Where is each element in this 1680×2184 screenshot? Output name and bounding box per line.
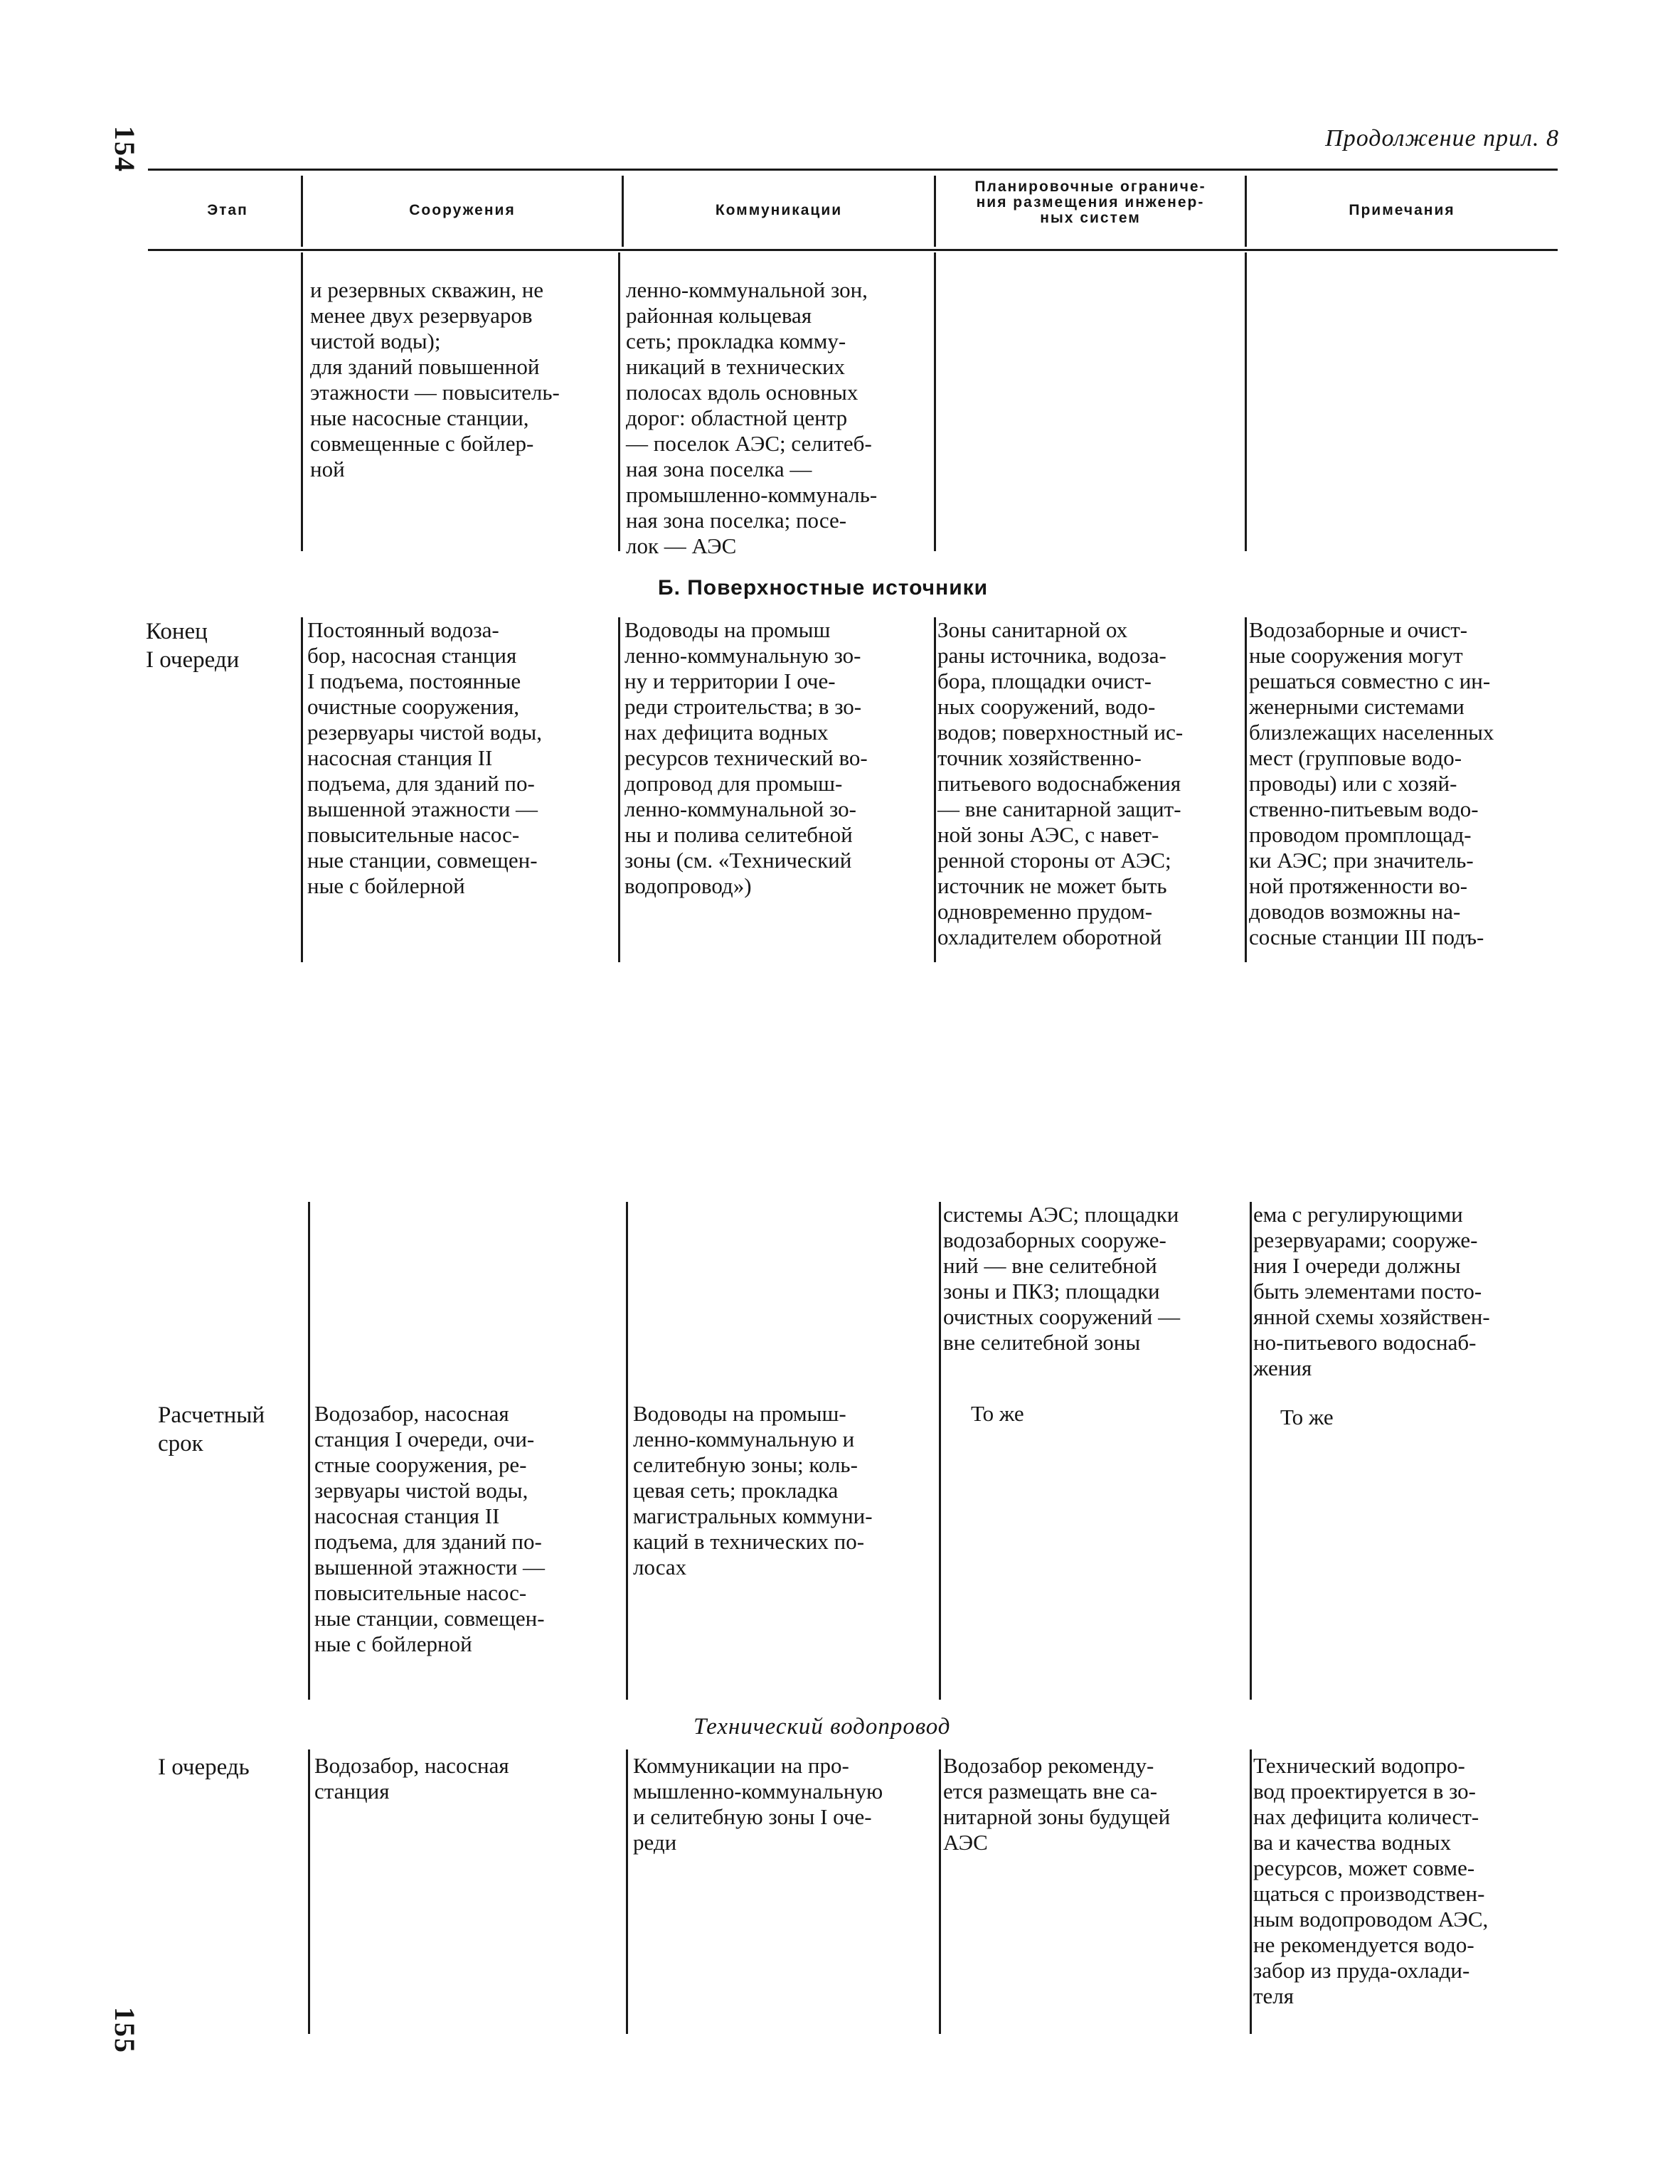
column-divider [308, 1202, 310, 1700]
structures-cell: и резервных скважин, не менее двух резервуаров чистой воды); для зданий повышенной этажности — повыситель- ные насосные станции, совмещенные с бойлер- ной [310, 277, 560, 481]
column-divider [626, 1202, 628, 1700]
section-technical-water-supply: Технический водопровод [693, 1714, 951, 1740]
column-divider [934, 252, 936, 551]
header-communications: Коммуникации [715, 202, 843, 218]
restrictions-cell: Зоны санитарной ох раны источника, водоза- бора, площадки очист- ных сооружений, водо- водов; поверхностный ис- точник хозяйственно- питьевого водоснабжения — вне санитарной защит- ной зоны АЭС, с навет- ренной стороны от АЭС; источник не может быть одновременно прудом- охладителем оборотной [937, 617, 1184, 949]
header-notes: Примечания [1349, 202, 1455, 218]
column-divider [1245, 252, 1247, 551]
communications-cell: Водоводы на промыш- ленно-коммунальную и селитебную зоны; коль- цевая сеть; прокладка магистральных коммуни- каций в технических по- лосах [633, 1401, 873, 1580]
stage-label: Расчетный срок [158, 1402, 265, 1456]
header-divider [622, 176, 624, 247]
continuation-label: Продолжение прил. 8 [1325, 125, 1559, 151]
restrictions-cell: То же [971, 1401, 1024, 1426]
column-divider [934, 617, 936, 962]
structures-cell: Водозабор, насосная станция I очереди, очи- стные сооружения, ре- зервуары чистой воды, насосная станция II подъема, для зданий по- вышенной этажности — повысительные насос- ные станции, совмещен- ные с бойлерной [314, 1401, 546, 1656]
notes-cell: ема с регулирующими резервуарами; сооруже- ния I очереди должны быть элементами посто- янной схемы хозяйствен- но-питьевого водоснаб- жения [1253, 1202, 1490, 1380]
column-divider [618, 252, 620, 551]
header-divider [934, 176, 936, 247]
column-divider [939, 1749, 941, 2034]
communications-cell: ленно-коммунальной зон, районная кольцевая сеть; прокладка комму- никаций в технических полосах вдоль основных дорог: областной центр — поселок АЭС; селитеб- ная зона поселка — промышленно-коммуналь- ная зона поселка; посе- лок — АЭС [626, 277, 878, 558]
section-surface-sources: Б. Поверхностные источники [658, 576, 989, 600]
communications-cell: Водоводы на промыш ленно-коммунальную зо- ну и территории I оче- реди строительства; в зо- нах дефицита водных ресурсов технический во- допровод для промыш- ленно-коммунальной зо- ны и полива селитебной зоны (см. «Технический водопровод») [624, 617, 868, 898]
header-structures: Сооружения [409, 202, 516, 218]
communications-cell: Коммуникации на про- мышленно-коммунальную и селитебную зоны I оче- реди [633, 1753, 883, 1855]
column-divider [618, 617, 620, 962]
header-divider [301, 176, 303, 247]
column-divider [1250, 1202, 1252, 1700]
header-top-rule [148, 169, 1558, 171]
column-divider [301, 617, 303, 962]
column-divider [1250, 1749, 1252, 2034]
stage-label: Конец I очереди [146, 619, 240, 673]
notes-cell: Водозаборные и очист- ные сооружения могут решаться совместно с ин- женерными системами близлежащих населенных мест (групповые водо- проводы) или с хозяй- ственно-питьевым водо- проводом промплощад- ки АЭС; при значитель- ной протяженности во- доводов возможны на- сосные станции III подъ- [1249, 617, 1494, 949]
notes-cell: Технический водопро- вод проектируется в зо- нах дефицита количест- ва и качества водных ресурсов, может совме- щаться с производствен- ным водопроводом АЭС, не рекомендуется водо- забор из пруда-охлади- теля [1253, 1753, 1489, 2008]
restrictions-cell: Водозабор рекоменду- ется размещать вне са- нитарной зоны будущей АЭС [943, 1753, 1171, 1855]
structures-cell: Водозабор, насосная станция [314, 1753, 509, 1804]
column-divider [308, 1749, 310, 2034]
column-divider [301, 252, 303, 551]
notes-cell: То же [1280, 1405, 1334, 1429]
column-divider [939, 1202, 941, 1700]
page-number-bottom: 155 [109, 2007, 141, 2054]
stage-label: I очередь [158, 1754, 250, 1780]
header-divider [1245, 176, 1247, 247]
column-divider [626, 1749, 628, 2034]
structures-cell: Постоянный водоза- бор, насосная станция I подъема, постоянные очистные сооружения, резервуары чистой воды, насосная станция II подъема, для зданий по- вышенной этажности — повысительные насос- ные станции, совмещен- ные с бойлерной [307, 617, 542, 898]
header-restrictions: Планировочные ограниче- ния размещения инженер- ных систем [974, 179, 1206, 226]
header-bottom-rule [148, 249, 1558, 251]
column-divider [1245, 617, 1247, 962]
restrictions-cell: системы АЭС; площадки водозаборных сооруже- ний — вне селитебной зоны и ПКЗ; площадки очистных сооружений — вне селитебной зоны [943, 1202, 1181, 1355]
header-stage: Этап [207, 202, 248, 218]
page-number-top: 154 [109, 126, 141, 173]
